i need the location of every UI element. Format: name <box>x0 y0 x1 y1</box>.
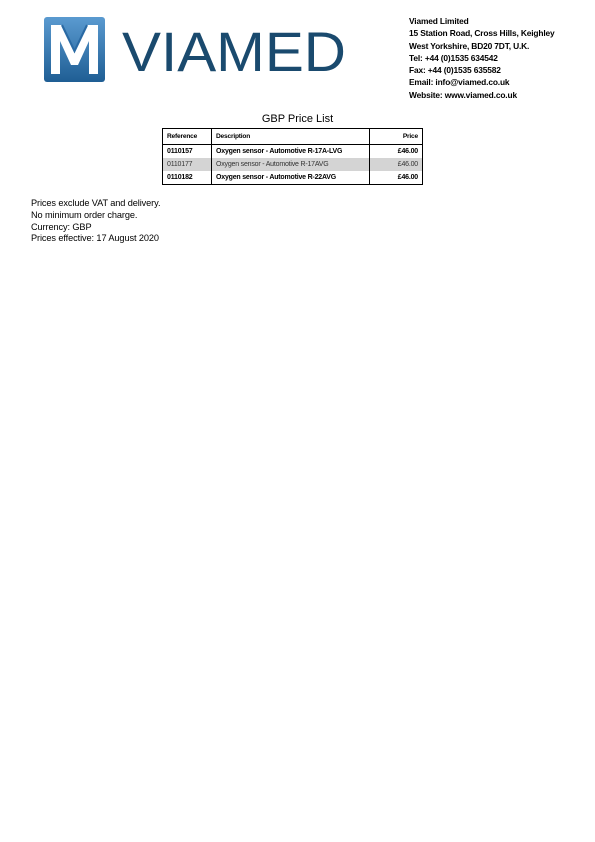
row-price: £46.00 <box>370 158 423 171</box>
row-price: £46.00 <box>397 148 418 155</box>
effective-date-note: Prices effective: 17 August 2020 <box>31 233 159 244</box>
currency-note: Currency: GBP <box>31 221 92 232</box>
viamed-logo-mark-icon <box>44 17 105 82</box>
minimum-order-note: No minimum order charge. <box>31 209 138 220</box>
header-description: Description <box>212 129 370 145</box>
region-postcode: West Yorkshire, BD20 7DT, U.K. <box>409 40 530 51</box>
table-row <box>163 145 423 159</box>
row-reference: 0110157 <box>163 145 212 159</box>
viamed-wordmark <box>122 17 348 82</box>
company-address <box>409 15 589 101</box>
website: Website: www.viamed.co.uk <box>409 89 517 100</box>
row-description: Oxygen sensor - Automotive R-22AVG <box>212 171 370 185</box>
table-header-row <box>163 129 423 145</box>
vat-note: Prices exclude VAT and delivery. <box>31 198 161 208</box>
row-price: £46.00 <box>397 174 418 181</box>
price-notes <box>31 198 160 245</box>
price-table <box>162 128 423 185</box>
header-reference: Reference <box>163 129 212 145</box>
row-reference: 0110182 <box>163 171 212 185</box>
email: Email: info@viamed.co.uk <box>409 77 510 88</box>
price-list-title: GBP Price List <box>261 113 334 125</box>
row-description: Oxygen sensor - Automotive R-17AVG <box>212 158 370 171</box>
table-row <box>163 171 423 185</box>
row-description: Oxygen sensor - Automotive R-17A-LVG <box>212 145 370 159</box>
fax: Fax: +44 (0)1535 635582 <box>409 65 501 76</box>
row-reference: 0110177 <box>163 158 212 171</box>
brand-name: VIAMED <box>122 20 346 82</box>
street-address: 15 Station Road, Cross Hills, Keighley <box>409 28 555 39</box>
table-row <box>163 158 423 171</box>
company-name: Viamed Limited <box>409 16 469 26</box>
header-price: Price <box>370 129 423 145</box>
viamed-logo <box>44 17 348 82</box>
telephone: Tel: +44 (0)1535 634542 <box>409 52 498 63</box>
